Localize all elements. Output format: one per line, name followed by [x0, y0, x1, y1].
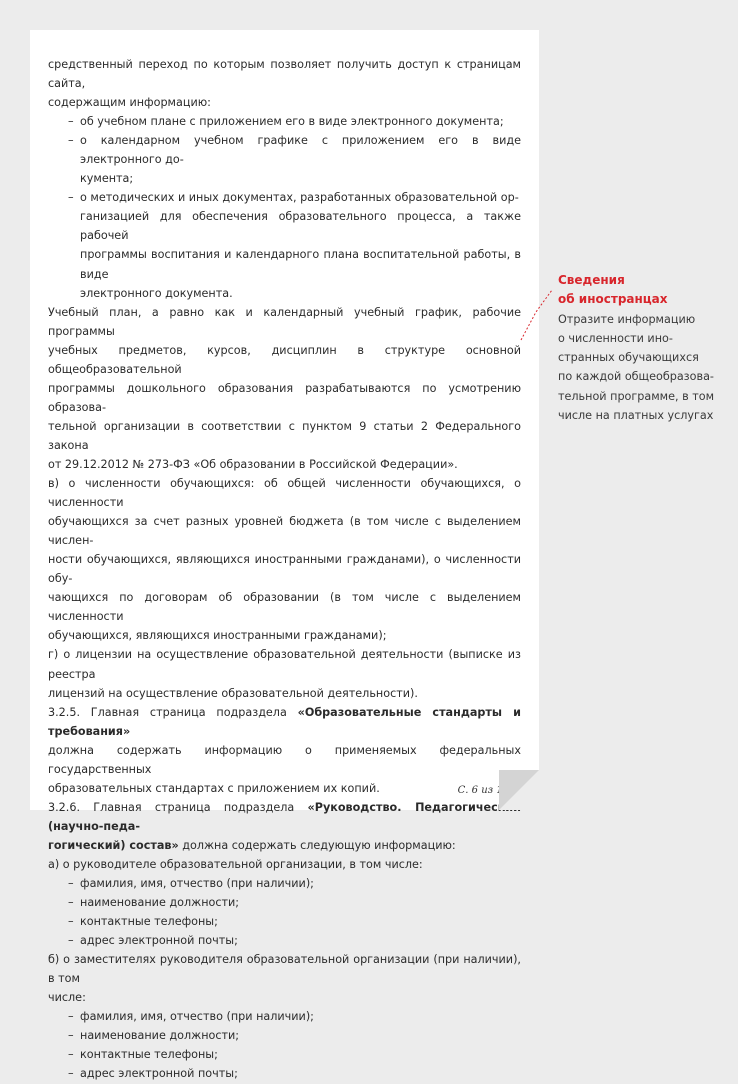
list-dash: – [68, 915, 74, 929]
sidebar-note-line: числе на платных услугах [558, 409, 714, 423]
list-dash: – [68, 1048, 74, 1062]
list-dash: – [68, 1010, 74, 1024]
line-text: обучающихся, являющихся иностранными гражданами); [48, 629, 387, 643]
bold-title: «Руководство. Педагогический (научно-педа- [48, 800, 521, 833]
sidebar-note-line: о численности ино- [558, 331, 673, 345]
text-line [48, 341, 521, 379]
line-text: программы воспитания и календарного плана воспитательной работы, в виде [80, 248, 521, 281]
page-number: С. 6 из 10 [457, 785, 509, 796]
text-line [48, 684, 521, 703]
line-text: тельной организации в соответствии с пунктом 9 статьи 2 Федерального закона [48, 419, 521, 452]
text-line [48, 836, 521, 855]
page-fold-corner [499, 770, 539, 810]
line-text: числе: [48, 991, 86, 1005]
text-line [48, 950, 521, 988]
line-text: наименование должности; [80, 1029, 240, 1043]
text-line [48, 455, 521, 474]
line-text: адрес электронной почты; [80, 1067, 238, 1081]
list-dash: – [68, 1029, 74, 1043]
line-text: ности обучающихся, являющихся иностранными гражданами), о численности обу- [48, 553, 521, 586]
sidebar-note [558, 271, 730, 425]
line-text: обучающихся за счет разных уровней бюджета (в том числе с выделением числен- [48, 515, 521, 548]
text-line [48, 626, 521, 645]
line-text: лицензий на осуществление образовательной деятельности). [48, 686, 418, 700]
line-text: о календарном учебном графике с приложением его в виде электронного до- [80, 134, 521, 167]
bold-title: гогический) состав» [48, 838, 179, 852]
line-text: в) о численности обучающихся: об общей численности обучающихся, о численности [48, 477, 521, 510]
list-item-continuation [48, 284, 521, 303]
sidebar-note-line: Отразите информацию [558, 312, 696, 326]
document-page [30, 30, 539, 1081]
line-text: наименование должности; [80, 896, 240, 910]
line-text: 3.2.6. Главная страница подраздела [48, 800, 308, 814]
list-item-continuation [48, 207, 521, 245]
text-line [48, 798, 521, 836]
text-line [48, 703, 521, 741]
line-text: учебных предметов, курсов, дисциплин в структуре основной общеобразовательной [48, 343, 521, 376]
list-item-continuation [48, 169, 521, 188]
text-line [48, 988, 521, 1007]
line-text: а) о руководителе образовательной организации, в том числе: [48, 857, 423, 871]
line-text: электронного документа. [80, 286, 233, 300]
text-line [48, 512, 521, 550]
line-text: программы дошкольного образования разрабатываются по усмотрению образова- [48, 381, 521, 414]
line-text: о методических и иных документах, разработанных образовательной ор- [80, 191, 519, 205]
list-dash: – [68, 134, 74, 148]
list-dash: – [68, 191, 74, 205]
sidebar-note-body [558, 310, 730, 426]
text-line [48, 855, 521, 874]
line-text: контактные телефоны; [80, 1048, 218, 1062]
line-text: должна содержать следующую информацию: [178, 838, 456, 852]
sidebar-note-line: тельной программе, в том [558, 389, 715, 403]
line-text: средственный переход по которым позволяет получить доступ к страницам сайта, [48, 58, 521, 91]
text-line [48, 55, 521, 93]
line-text: контактные телефоны; [80, 915, 218, 929]
list-item [48, 1007, 521, 1026]
line-text: содержащим информацию: [48, 96, 211, 110]
line-text: Учебный план, а равно как и календарный учебный график, рабочие программы [48, 305, 521, 338]
list-dash: – [68, 877, 74, 891]
list-item [48, 912, 521, 931]
sidebar-note-title-2: об иностранцах [558, 292, 668, 307]
list-item [48, 131, 521, 169]
list-item [48, 1064, 521, 1083]
line-text: фамилия, имя, отчество (при наличии); [80, 1010, 314, 1024]
list-dash: – [68, 934, 74, 948]
line-text: об учебном плане с приложением его в виде электронного документа; [80, 115, 504, 129]
text-line [48, 588, 521, 626]
sidebar-note-line: странных обучающихся [558, 351, 699, 365]
list-item [48, 1026, 521, 1045]
list-item [48, 112, 521, 131]
list-dash: – [68, 896, 74, 910]
line-text: чающихся по договорам об образовании (в том числе с выделением численности [48, 591, 521, 624]
sidebar-note-line: по каждой общеобразова- [558, 370, 714, 384]
list-item [48, 874, 521, 893]
line-text: г) о лицензии на осуществление образовательной деятельности (выписке из реестра [48, 648, 521, 681]
list-item-continuation [48, 245, 521, 283]
text-line [48, 93, 521, 112]
text-line [48, 379, 521, 417]
line-text: должна содержать информацию о применяемых федеральных государственных [48, 743, 521, 776]
text-line [48, 645, 521, 683]
line-text: адрес электронной почты; [80, 934, 238, 948]
list-item [48, 188, 521, 207]
list-item [48, 1045, 521, 1064]
sidebar-note-title: Сведения [558, 273, 625, 287]
text-line [48, 417, 521, 455]
line-text: б) о заместителях руководителя образовательной организации (при наличии), в том [48, 953, 521, 986]
text-line [48, 550, 521, 588]
page-content [48, 55, 521, 1084]
text-line [48, 779, 521, 798]
list-item [48, 931, 521, 950]
line-text: образовательных стандартах с приложением их копий. [48, 781, 380, 795]
line-text: ганизацией для обеспечения образовательного процесса, а также рабочей [80, 210, 521, 243]
line-text: фамилия, имя, отчество (при наличии); [80, 877, 314, 891]
line-text: кумента; [80, 172, 134, 186]
text-line [48, 741, 521, 779]
text-line [48, 474, 521, 512]
list-dash: – [68, 115, 74, 129]
list-item [48, 893, 521, 912]
list-dash: – [68, 1067, 74, 1081]
line-text: от 29.12.2012 № 273-ФЗ «Об образовании в Российской Федерации». [48, 457, 458, 471]
line-text: 3.2.5. Главная страница подраздела [48, 705, 298, 719]
text-line [48, 303, 521, 341]
bold-title: «Образовательные стандарты и требования» [48, 705, 521, 738]
